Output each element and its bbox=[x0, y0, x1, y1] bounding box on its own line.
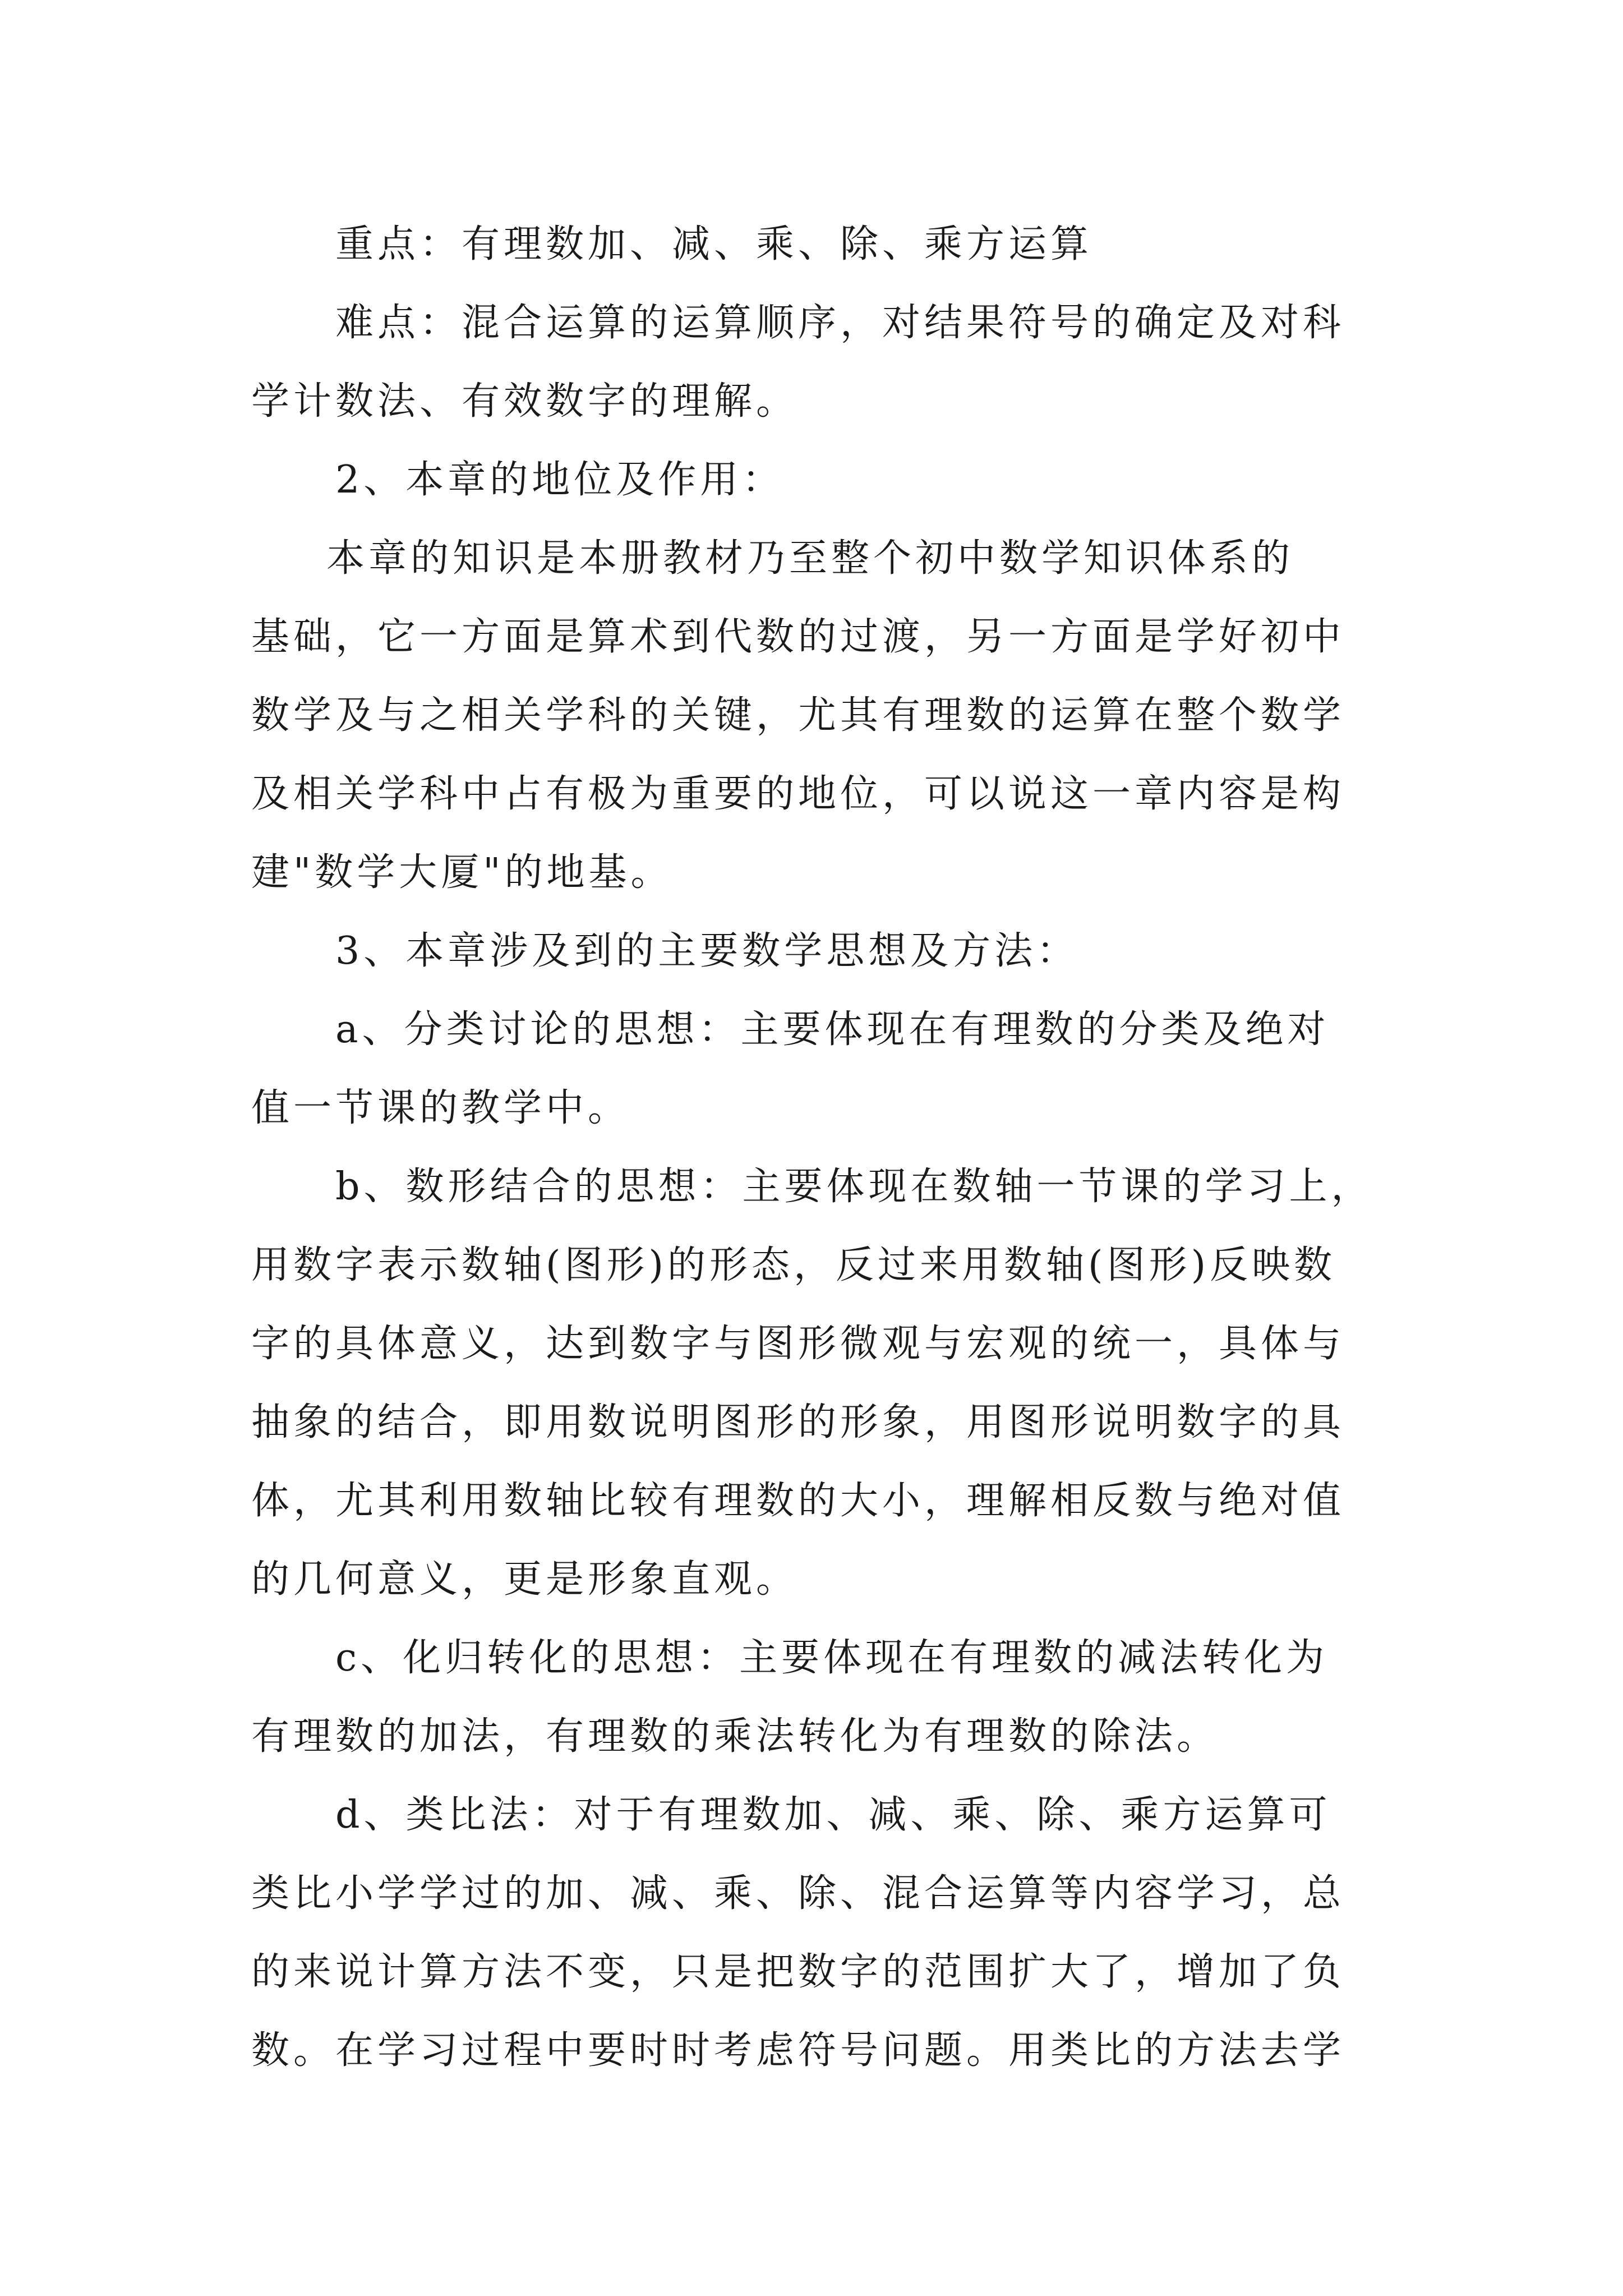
difficulties-line-2: 学计数法、有效数字的理解。 bbox=[251, 379, 799, 424]
item-d-line: d、类比法：对于有理数加、减、乘、除、乘方运算可 bbox=[335, 1793, 1331, 1837]
section2-paragraph-line: 数学及与之相关学科的关键，尤其有理数的运算在整个数学 bbox=[251, 693, 1345, 738]
item-b-line: b、数形结合的思想：主要体现在数轴一节课的学习上， bbox=[335, 1165, 1373, 1209]
section2-paragraph-line: 及相关学科中占有极为重要的地位，可以说这一章内容是构 bbox=[251, 772, 1345, 816]
difficulties-line-1: 难点：混合运算的运算顺序，对结果符号的确定及对科 bbox=[335, 301, 1345, 345]
item-b-line: 抽象的结合，即用数说明图形的形象，用图形说明数字的具 bbox=[251, 1400, 1345, 1444]
section3-heading: 3、本章涉及到的主要数学思想及方法： bbox=[335, 929, 1079, 973]
section2-paragraph-line: 本章的知识是本册教材乃至整个初中数学知识体系的 bbox=[326, 536, 1294, 581]
item-b-line: 用数字表示数轴(图形)的形态，反过来用数轴(图形)反映数 bbox=[251, 1243, 1336, 1287]
item-b-line: 的几何意义，更是形象直观。 bbox=[251, 1557, 799, 1602]
section2-heading: 2、本章的地位及作用： bbox=[335, 458, 785, 502]
item-d-line: 类比小学学过的加、减、乘、除、混合运算等内容学习，总 bbox=[251, 1871, 1345, 1916]
section2-paragraph-line: 基础，它一方面是算术到代数的过渡，另一方面是学好初中 bbox=[251, 615, 1345, 659]
item-d-line: 数。在学习过程中要时时考虑符号问题。用类比的方法去学 bbox=[251, 2028, 1345, 2073]
item-c-line: 有理数的加法，有理数的乘法转化为有理数的除法。 bbox=[251, 1714, 1219, 1759]
item-a-line: a、分类讨论的思想：主要体现在有理数的分类及绝对 bbox=[335, 1007, 1330, 1052]
item-d-line: 的来说计算方法不变，只是把数字的范围扩大了，增加了负 bbox=[251, 1950, 1345, 1994]
item-a-line: 值一节课的教学中。 bbox=[251, 1086, 630, 1130]
item-b-line: 字的具体意义，达到数字与图形微观与宏观的统一，具体与 bbox=[251, 1322, 1345, 1366]
section2-paragraph-line: 建"数学大厦"的地基。 bbox=[251, 850, 673, 895]
item-c-line: c、化归转化的思想：主要体现在有理数的减法转化为 bbox=[335, 1636, 1329, 1680]
key-points-line: 重点：有理数加、减、乘、除、乘方运算 bbox=[335, 222, 1093, 266]
item-b-line: 体，尤其利用数轴比较有理数的大小，理解相反数与绝对值 bbox=[251, 1479, 1345, 1523]
